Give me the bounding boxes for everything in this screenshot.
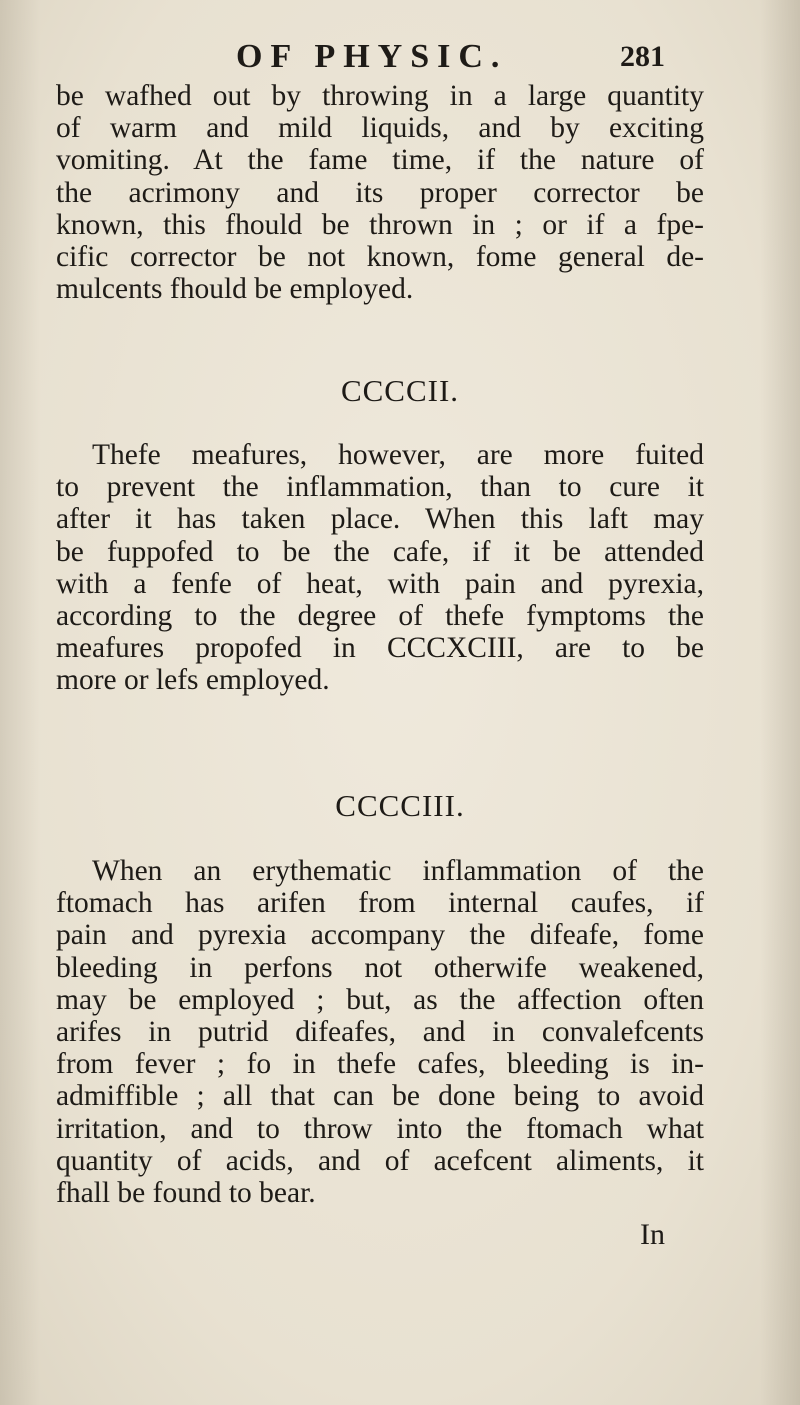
text-line: be wafhed out by throwing in a large quantity	[56, 80, 704, 112]
text-line: cific corrector be not known, fome general de-	[56, 241, 704, 274]
text-line: When an erythematic inflammation of the	[92, 855, 704, 887]
section-heading-ccccii: CCCCII.	[340, 373, 460, 408]
text-line: be fuppofed to be the cafe, if it be attended	[56, 535, 704, 568]
text-line: from fever ; fo in thefe cafes, bleeding is in-	[56, 1048, 704, 1081]
page-edge-shadow-left	[0, 0, 40, 1405]
text-line: pain and pyrexia accompany the difeafe, fome	[56, 919, 704, 952]
text-line: meafures propofed in CCCXCIII, are to be	[56, 632, 704, 665]
text-line: vomiting. At the fame time, if the nature of	[56, 144, 704, 177]
text-line: according to the degree of thefe fymptoms the	[56, 600, 704, 633]
text-line: admiffible ; all that can be done being to avoid	[56, 1080, 704, 1113]
text-line: may be employed ; but, as the affection often	[56, 983, 704, 1016]
text-line: with a fenfe of heat, with pain and pyrexia,	[56, 567, 704, 600]
text-line: more or lefs employed.	[56, 664, 330, 697]
text-line: mulcents fhould be employed.	[56, 273, 414, 306]
text-line: arifes in putrid difeafes, and in convalefcents	[56, 1016, 704, 1049]
section-heading-cccciii: CCCCIII.	[335, 788, 465, 823]
text-line: irritation, and to throw into the ftomach what	[56, 1112, 704, 1145]
text-line: to prevent the inflammation, than to cure it	[56, 471, 704, 504]
running-head: OF PHYSIC.	[236, 38, 508, 75]
catchword: In	[640, 1218, 665, 1251]
text-line: bleeding in perfons not otherwife weakened,	[56, 951, 704, 984]
text-line: ftomach has arifen from internal caufes, if	[56, 887, 704, 920]
text-line: after it has taken place. When this laft may	[56, 503, 704, 536]
page-number: 281	[620, 40, 665, 73]
text-line: known, this fhould be thrown in ; or if a fpe-	[56, 208, 704, 241]
text-line: the acrimony and its proper corrector be	[56, 176, 704, 209]
page-edge-shadow-right	[760, 0, 800, 1405]
section-ccccii-paragraph	[56, 439, 704, 697]
text-line: fhall be found to bear.	[56, 1177, 316, 1210]
text-line: of warm and mild liquids, and by exciting	[56, 112, 704, 145]
text-line: Thefe meafures, however, are more fuited	[92, 439, 704, 471]
section-cccciii-paragraph	[56, 855, 704, 1209]
continuation-paragraph	[56, 80, 704, 305]
text-line: quantity of acids, and of acefcent aliments, it	[56, 1144, 704, 1177]
